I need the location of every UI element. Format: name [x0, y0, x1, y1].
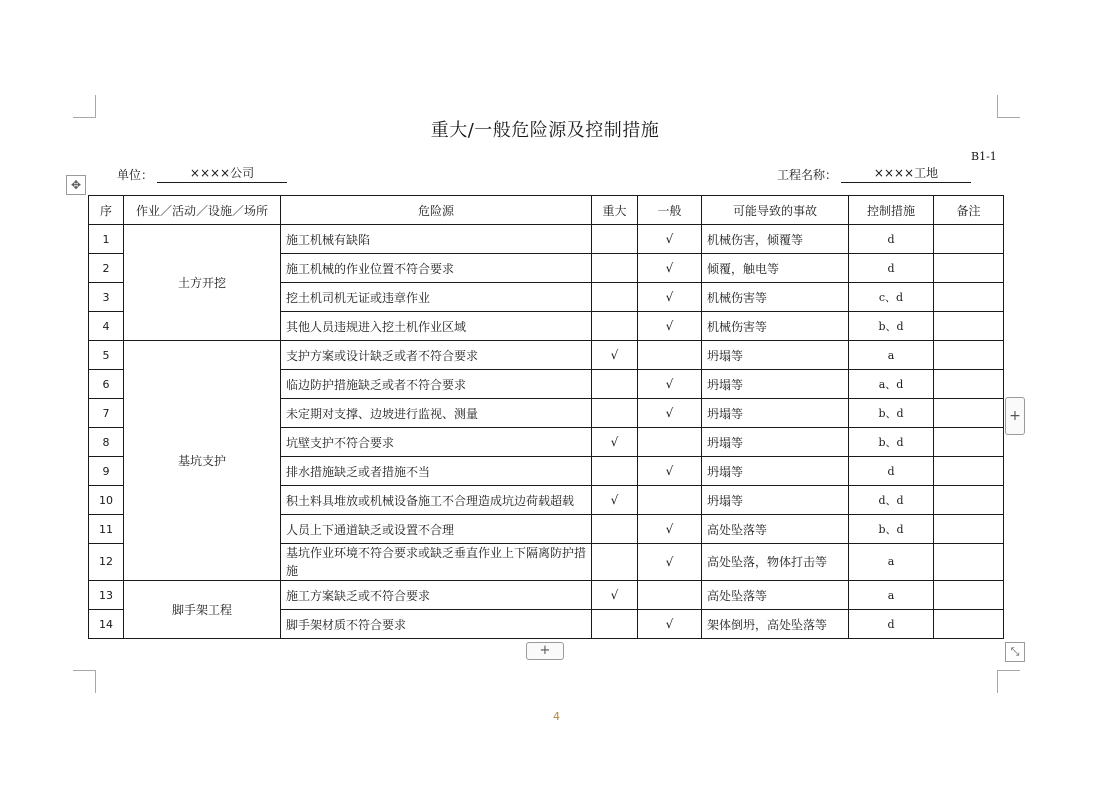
row-number-cell: 7 [89, 399, 124, 428]
hazard-cell: 挖土机司机无证或违章作业 [281, 283, 592, 312]
row-number-cell: 6 [89, 370, 124, 399]
form-code: B1-1 [971, 150, 997, 163]
hazard-cell: 施工方案缺乏或不符合要求 [281, 581, 592, 610]
table-resize-icon[interactable]: ⤡ [1005, 642, 1025, 662]
remark-cell [934, 399, 1004, 428]
general-check-cell [638, 486, 702, 515]
hazard-cell: 其他人员违规进入挖土机作业区域 [281, 312, 592, 341]
accident-cell: 坍塌等 [702, 399, 849, 428]
accident-cell: 机械伤害等 [702, 283, 849, 312]
remark-cell [934, 581, 1004, 610]
header-cell-activity: 作业／活动／设施／场所 [124, 196, 281, 225]
control-measure-cell: b、d [849, 428, 934, 457]
row-number-cell: 9 [89, 457, 124, 486]
remark-cell [934, 341, 1004, 370]
header-cell-no: 序 [89, 196, 124, 225]
hazard-cell: 脚手架材质不符合要求 [281, 610, 592, 639]
unit-label: 单位： [117, 168, 154, 182]
accident-cell: 机械伤害，倾覆等 [702, 225, 849, 254]
major-check-cell: √ [592, 428, 638, 457]
hazard-cell: 未定期对支撑、边坡进行监视、测量 [281, 399, 592, 428]
header-cell-major: 重大 [592, 196, 638, 225]
hazard-cell: 人员上下通道缺乏或设置不合理 [281, 515, 592, 544]
control-measure-cell: d [849, 610, 934, 639]
control-measure-cell: d [849, 254, 934, 283]
major-check-cell [592, 399, 638, 428]
control-measure-cell: b、d [849, 312, 934, 341]
general-check-cell: √ [638, 225, 702, 254]
general-check-cell: √ [638, 399, 702, 428]
project-label: 工程名称： [777, 168, 838, 182]
margin-corner-top-left [73, 95, 96, 118]
row-number-cell: 10 [89, 486, 124, 515]
hazard-table [88, 195, 1004, 639]
accident-cell: 坍塌等 [702, 428, 849, 457]
general-check-cell: √ [638, 312, 702, 341]
remark-cell [934, 254, 1004, 283]
add-row-plus-icon[interactable]: + [526, 642, 564, 660]
margin-corner-bottom-left [73, 670, 96, 693]
header-cell-accident: 可能导致的事故 [702, 196, 849, 225]
table-row [89, 341, 1004, 370]
general-check-cell: √ [638, 254, 702, 283]
table-body [89, 225, 1004, 639]
major-check-cell [592, 515, 638, 544]
major-check-cell [592, 283, 638, 312]
row-number-cell: 2 [89, 254, 124, 283]
row-number-cell: 1 [89, 225, 124, 254]
margin-corner-bottom-right [997, 670, 1020, 693]
major-check-cell [592, 225, 638, 254]
general-check-cell [638, 341, 702, 370]
remark-cell [934, 544, 1004, 581]
project-line [777, 164, 971, 183]
table-move-icon[interactable]: ✥ [66, 175, 86, 195]
activity-cell: 脚手架工程 [124, 581, 281, 639]
header-cell-hazard: 危险源 [281, 196, 592, 225]
major-check-cell [592, 370, 638, 399]
remark-cell [934, 312, 1004, 341]
hazard-cell: 临边防护措施缺乏或者不符合要求 [281, 370, 592, 399]
major-check-cell: √ [592, 486, 638, 515]
margin-corner-top-right [997, 95, 1020, 118]
table-header-row [89, 196, 1004, 225]
accident-cell: 坍塌等 [702, 370, 849, 399]
row-number-cell: 11 [89, 515, 124, 544]
hazard-cell: 施工机械有缺陷 [281, 225, 592, 254]
remark-cell [934, 457, 1004, 486]
row-number-cell: 5 [89, 341, 124, 370]
accident-cell: 高处坠落等 [702, 581, 849, 610]
remark-cell [934, 370, 1004, 399]
row-number-cell: 8 [89, 428, 124, 457]
row-number-cell: 4 [89, 312, 124, 341]
accident-cell: 坍塌等 [702, 486, 849, 515]
control-measure-cell: a、d [849, 370, 934, 399]
accident-cell: 机械伤害等 [702, 312, 849, 341]
row-number-cell: 14 [89, 610, 124, 639]
hazard-cell: 基坑作业环境不符合要求或缺乏垂直作业上下隔离防护措施 [281, 544, 592, 581]
major-check-cell: √ [592, 581, 638, 610]
activity-cell: 基坑支护 [124, 341, 281, 581]
major-check-cell [592, 610, 638, 639]
general-check-cell: √ [638, 370, 702, 399]
remark-cell [934, 428, 1004, 457]
header-cell-general: 一般 [638, 196, 702, 225]
general-check-cell: √ [638, 610, 702, 639]
control-measure-cell: d [849, 225, 934, 254]
general-check-cell [638, 581, 702, 610]
hazard-cell: 支护方案或设计缺乏或者不符合要求 [281, 341, 592, 370]
row-number-cell: 12 [89, 544, 124, 581]
header-cell-remark: 备注 [934, 196, 1004, 225]
activity-cell: 土方开挖 [124, 225, 281, 341]
control-measure-cell: a [849, 544, 934, 581]
general-check-cell: √ [638, 544, 702, 581]
remark-cell [934, 486, 1004, 515]
row-number-cell: 13 [89, 581, 124, 610]
control-measure-cell: d、d [849, 486, 934, 515]
project-value: ××××工地 [841, 164, 971, 183]
major-check-cell [592, 254, 638, 283]
major-check-cell [592, 457, 638, 486]
remark-cell [934, 515, 1004, 544]
control-measure-cell: d [849, 457, 934, 486]
hazard-cell: 排水措施缺乏或者措施不当 [281, 457, 592, 486]
major-check-cell: √ [592, 341, 638, 370]
control-measure-cell: c、d [849, 283, 934, 312]
general-check-cell: √ [638, 515, 702, 544]
unit-value: ××××公司 [157, 164, 287, 183]
accident-cell: 架体倒坍，高处坠落等 [702, 610, 849, 639]
document-title: 重大/一般危险源及控制措施 [430, 120, 660, 141]
hazard-cell: 施工机械的作业位置不符合要求 [281, 254, 592, 283]
accident-cell: 高处坠落等 [702, 515, 849, 544]
hazard-cell: 积土料具堆放或机械设备施工不合理造成坑边荷载超载 [281, 486, 592, 515]
general-check-cell [638, 428, 702, 457]
major-check-cell [592, 312, 638, 341]
row-number-cell: 3 [89, 283, 124, 312]
remark-cell [934, 610, 1004, 639]
accident-cell: 高处坠落，物体打击等 [702, 544, 849, 581]
accident-cell: 坍塌等 [702, 341, 849, 370]
general-check-cell: √ [638, 457, 702, 486]
add-column-plus-icon[interactable]: + [1005, 397, 1025, 435]
hazard-cell: 坑壁支护不符合要求 [281, 428, 592, 457]
accident-cell: 坍塌等 [702, 457, 849, 486]
control-measure-cell: b、d [849, 399, 934, 428]
accident-cell: 倾覆，触电等 [702, 254, 849, 283]
table-row [89, 225, 1004, 254]
unit-line [117, 164, 287, 183]
header-cell-control: 控制措施 [849, 196, 934, 225]
general-check-cell: √ [638, 283, 702, 312]
control-measure-cell: a [849, 581, 934, 610]
control-measure-cell: a [849, 341, 934, 370]
control-measure-cell: b、d [849, 515, 934, 544]
remark-cell [934, 283, 1004, 312]
major-check-cell [592, 544, 638, 581]
table-row [89, 581, 1004, 610]
page-number: 4 [553, 710, 560, 723]
remark-cell [934, 225, 1004, 254]
